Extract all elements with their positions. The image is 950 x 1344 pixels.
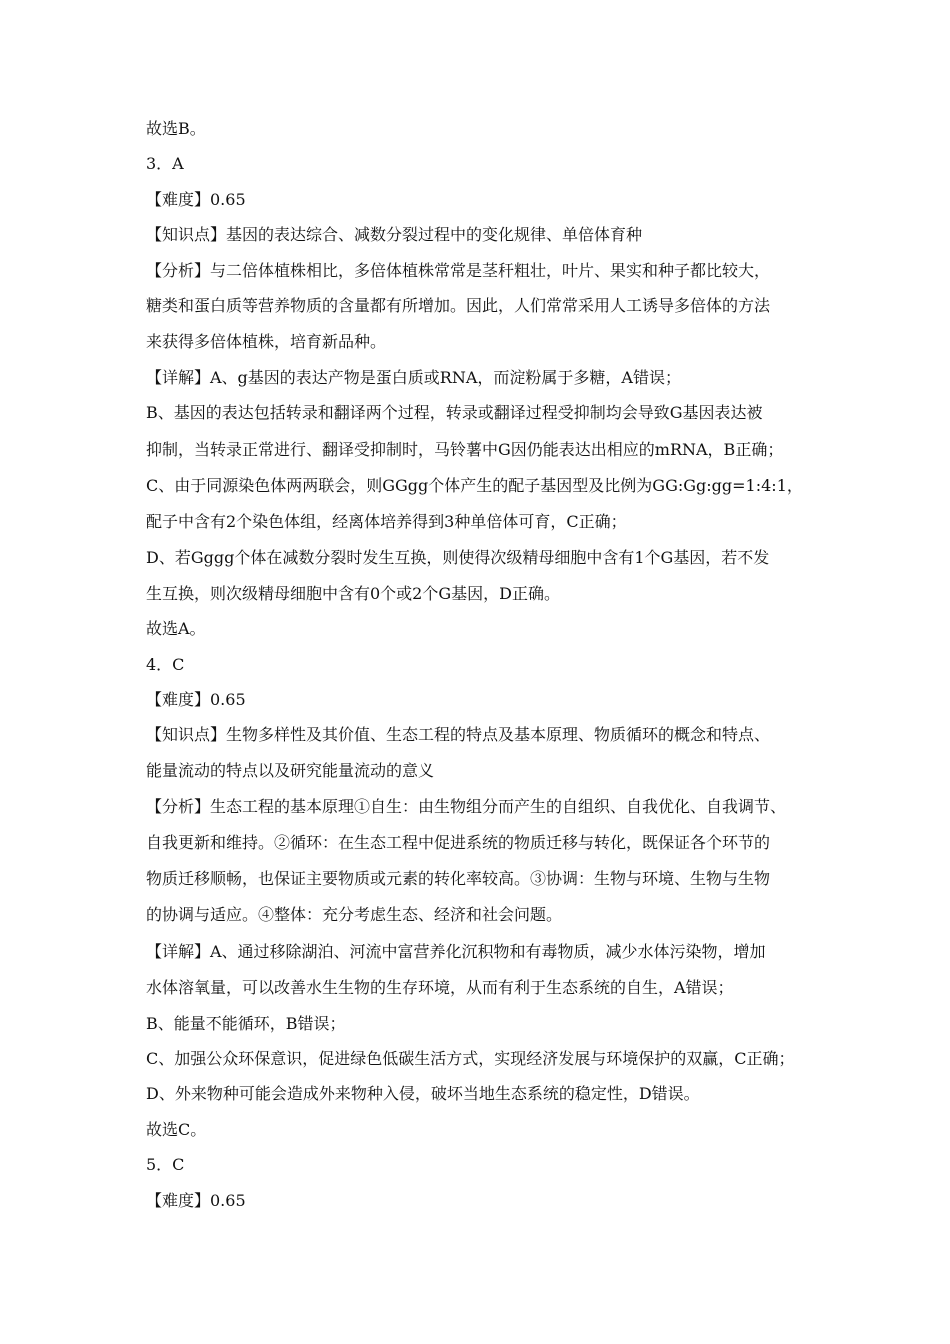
- text-line: 的协调与适应。④整体：充分考虑生态、经济和社会问题。: [146, 905, 563, 924]
- text-line: 物质迁移顺畅，也保证主要物质或元素的转化率较高。③协调：生物与环境、生物与生物: [146, 869, 771, 888]
- text-line: 生互换，则次级精母细胞中含有0个或2个G基因，D正确。: [146, 584, 560, 603]
- text-line: 【难度】0.65: [146, 1191, 246, 1210]
- text-line: D、若Gggg个体在减数分裂时发生互换，则使得次级精母细胞中含有1个G基因，若不发: [146, 548, 770, 567]
- text-line: C、由于同源染色体两两联会，则GGgg个体产生的配子基因型及比例为GG:Gg:gg=1:4:1，: [146, 476, 803, 495]
- text-line: 【难度】0.65: [146, 690, 246, 709]
- text-line: 3．A: [146, 154, 184, 173]
- text-line: 【详解】A、g基因的表达产物是蛋白质或RNA，而淀粉属于多糖，A错误；: [146, 368, 681, 387]
- text-line: 故选B。: [146, 119, 206, 138]
- text-line: 能量流动的特点以及研究能量流动的意义: [146, 761, 435, 780]
- text-line: 【知识点】生物多样性及其价值、生态工程的特点及基本原理、物质循环的概念和特点、: [146, 725, 771, 744]
- text-line: 【知识点】基因的表达综合、减数分裂过程中的变化规律、单倍体育种: [146, 225, 643, 244]
- text-line: 【分析】生态工程的基本原理①自生：由生物组分而产生的自组织、自我优化、自我调节、: [146, 797, 787, 816]
- text-line: 5．C: [146, 1155, 185, 1174]
- text-line: 故选A。: [146, 619, 206, 638]
- text-line: 【难度】0.65: [146, 190, 246, 209]
- text-line: 来获得多倍体植株，培育新品种。: [146, 332, 387, 351]
- text-line: D、外来物种可能会造成外来物种入侵，破坏当地生态系统的稳定性，D错误。: [146, 1084, 700, 1103]
- text-line: 糖类和蛋白质等营养物质的含量都有所增加。因此，人们常常采用人工诱导多倍体的方法: [146, 296, 771, 315]
- text-line: B、基因的表达包括转录和翻译两个过程，转录或翻译过程受抑制均会导致G基因表达被: [146, 403, 763, 422]
- text-line: 配子中含有2个染色体组，经离体培养得到3种单倍体可育，C正确；: [146, 512, 627, 531]
- text-line: C、加强公众环保意识，促进绿色低碳生活方式，实现经济发展与环境保护的双赢，C正确；: [146, 1049, 795, 1068]
- text-line: B、能量不能循环，B错误；: [146, 1014, 346, 1033]
- text-line: 自我更新和维持。②循环：在生态工程中促进系统的物质迁移与转化，既保证各个环节的: [146, 833, 771, 852]
- text-line: 抑制，当转录正常进行、翻译受抑制时，马铃薯中G因仍能表达出相应的mRNA，B正确；: [146, 440, 784, 459]
- text-line: 故选C。: [146, 1120, 207, 1139]
- text-line: 【详解】A、通过移除湖泊、河流中富营养化沉积物和有毒物质，减少水体污染物，增加: [146, 942, 766, 961]
- text-line: 【分析】与二倍体植株相比，多倍体植株常常是茎秆粗壮，叶片、果实和种子都比较大，: [146, 261, 771, 280]
- text-line: 水体溶氧量，可以改善水生生物的生存环境，从而有利于生态系统的自生，A错误；: [146, 978, 734, 997]
- text-line: 4．C: [146, 655, 185, 674]
